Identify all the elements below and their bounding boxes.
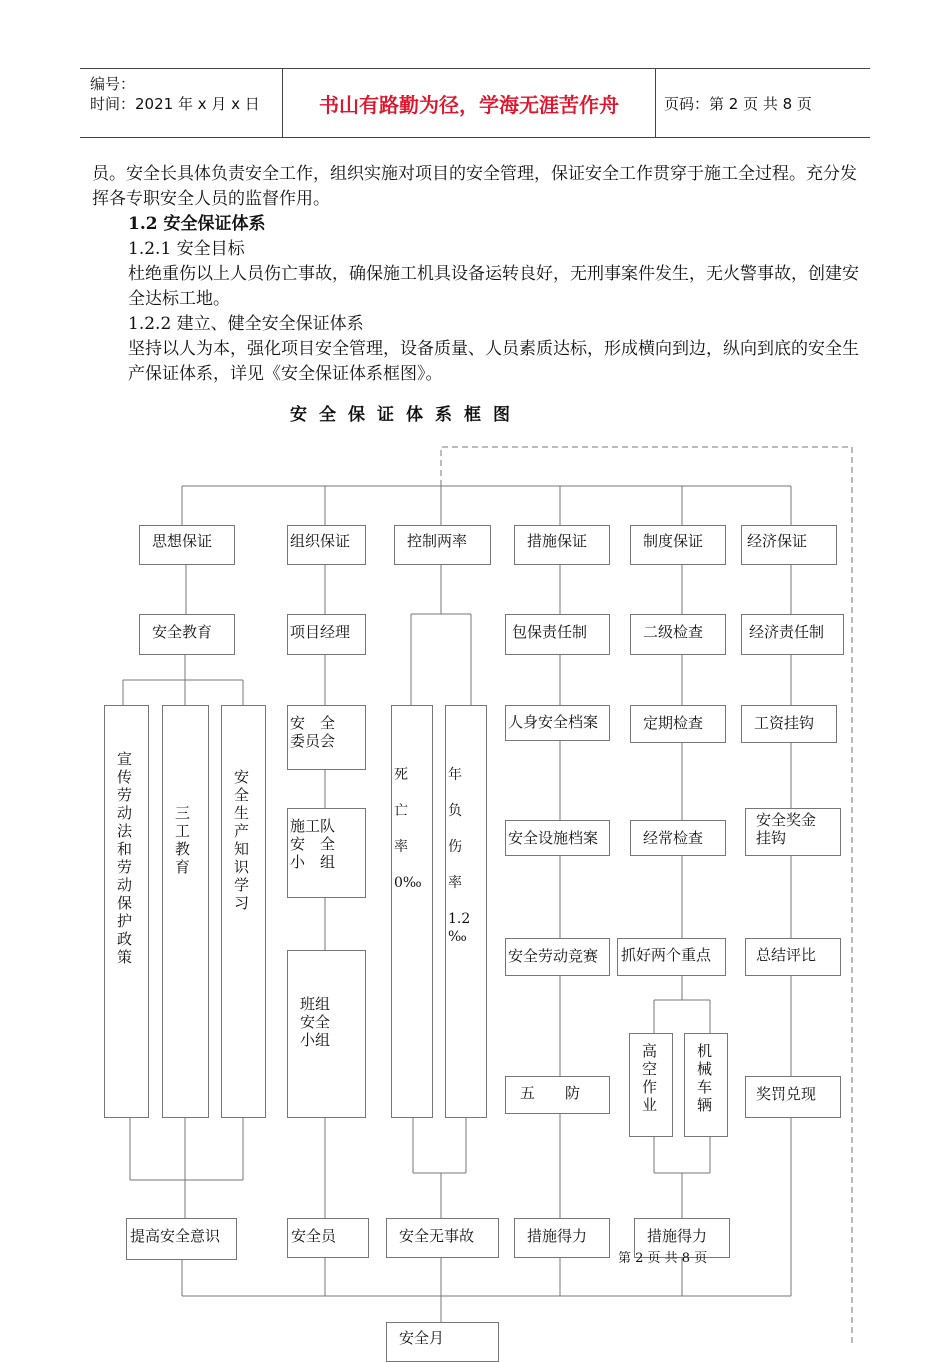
box-death-rate: 死 亡 率 0‰ — [391, 705, 433, 1118]
diagram-title: 安全保证体系框图 — [290, 405, 522, 425]
box-safety-education: 安全教育 — [139, 614, 235, 655]
box-project-manager: 项目经理 — [287, 614, 366, 655]
page-number-label: 页码：第 2 页 共 8 页 — [664, 94, 812, 113]
page-footer: 第 2 页 共 8 页 — [618, 1251, 708, 1266]
box-thought-guarantee: 思想保证 — [139, 525, 235, 565]
box-rewards-penalties: 奖罚兑现 — [745, 1076, 841, 1118]
section-heading: 1.2 安全保证体系 — [128, 214, 266, 234]
subsection-heading: 1.2.2 建立、健全安全保证体系 — [128, 314, 364, 334]
box-team-safety-group: 施工队 安 全 小 组 — [287, 808, 366, 898]
box-safety-officer: 安全员 — [287, 1218, 369, 1258]
number-label: 编号： — [90, 75, 136, 93]
box-machinery-vehicles: 机 械 车 辆 — [684, 1033, 728, 1137]
feedback-dashed-line — [441, 447, 852, 1344]
box-three-level-education: 三 工 教 育 — [162, 705, 209, 1118]
box-five-preventions: 五 防 — [505, 1076, 610, 1114]
box-safety-labor-competition: 安全劳动竞赛 — [505, 938, 610, 976]
box-organization-guarantee: 组织保证 — [287, 525, 366, 565]
box-safety-month: 安全月 — [386, 1322, 499, 1362]
box-periodic-inspection: 定期检查 — [630, 705, 726, 743]
box-summary-evaluation: 总结评比 — [745, 938, 841, 976]
box-safety-committee: 安 全 委员会 — [287, 705, 366, 770]
box-crew-safety-group: 班组 安全 小组 — [287, 950, 366, 1118]
box-two-key-points: 抓好两个重点 — [617, 938, 726, 976]
box-effective-measures-2: 措施得力 — [634, 1218, 730, 1258]
box-no-safety-accident: 安全无事故 — [386, 1218, 499, 1258]
box-high-altitude-work: 高 空 作 业 — [629, 1033, 673, 1137]
box-economic-guarantee: 经济保证 — [741, 525, 837, 565]
box-safety-facility-file: 安全设施档案 — [505, 820, 610, 856]
paragraph: 坚持以人为本，强化项目安全管理，设备质量、人员素质达标，形成横向到边，纵向到底的安全生产保证体系，详见《安全保证体系框图》。 — [128, 339, 859, 384]
paragraph: 员。安全长具体负责安全工作，组织实施对项目的安全管理，保证安全工作贯穿于施工全过程。充分发挥各专职安全人员的监督作用。 — [92, 164, 857, 209]
subsection-heading: 1.2.1 安全目标 — [128, 239, 245, 259]
paragraph: 杜绝重伤以上人员伤亡事故，确保施工机具设备运转良好，无刑事案件发生，无火警事故，创建安全达标工地。 — [128, 264, 859, 309]
box-economic-responsibility: 经济责任制 — [741, 614, 844, 655]
time-label: 时间：2021 年 x 月 x 日 — [90, 95, 260, 113]
box-personal-safety-file: 人身安全档案 — [505, 705, 610, 741]
box-effective-measures: 措施得力 — [514, 1218, 610, 1258]
box-responsibility-system: 包保责任制 — [505, 614, 610, 655]
box-wage-link: 工资挂钩 — [741, 705, 837, 743]
box-two-level-inspection: 二级检查 — [630, 614, 726, 655]
header-motto: 书山有路勤为径，学海无涯苦作舟 — [319, 92, 619, 117]
box-publicize-labor-law: 宣 传 劳 动 法 和 劳 动 保 护 政 策 — [104, 705, 149, 1118]
box-regular-inspection: 经常检查 — [630, 820, 726, 856]
box-injury-rate: 年 负 伤 率 1.2 ‰ — [445, 705, 487, 1118]
box-safety-knowledge-study: 安 全 生 产 知 识 学 习 — [221, 705, 266, 1118]
box-safety-bonus-link: 安全奖金 挂钩 — [745, 808, 841, 856]
box-control-rates: 控制两率 — [394, 525, 491, 565]
box-measures-guarantee: 措施保证 — [514, 525, 610, 565]
box-system-guarantee: 制度保证 — [630, 525, 726, 565]
box-raise-safety-awareness: 提高安全意识 — [126, 1218, 237, 1260]
